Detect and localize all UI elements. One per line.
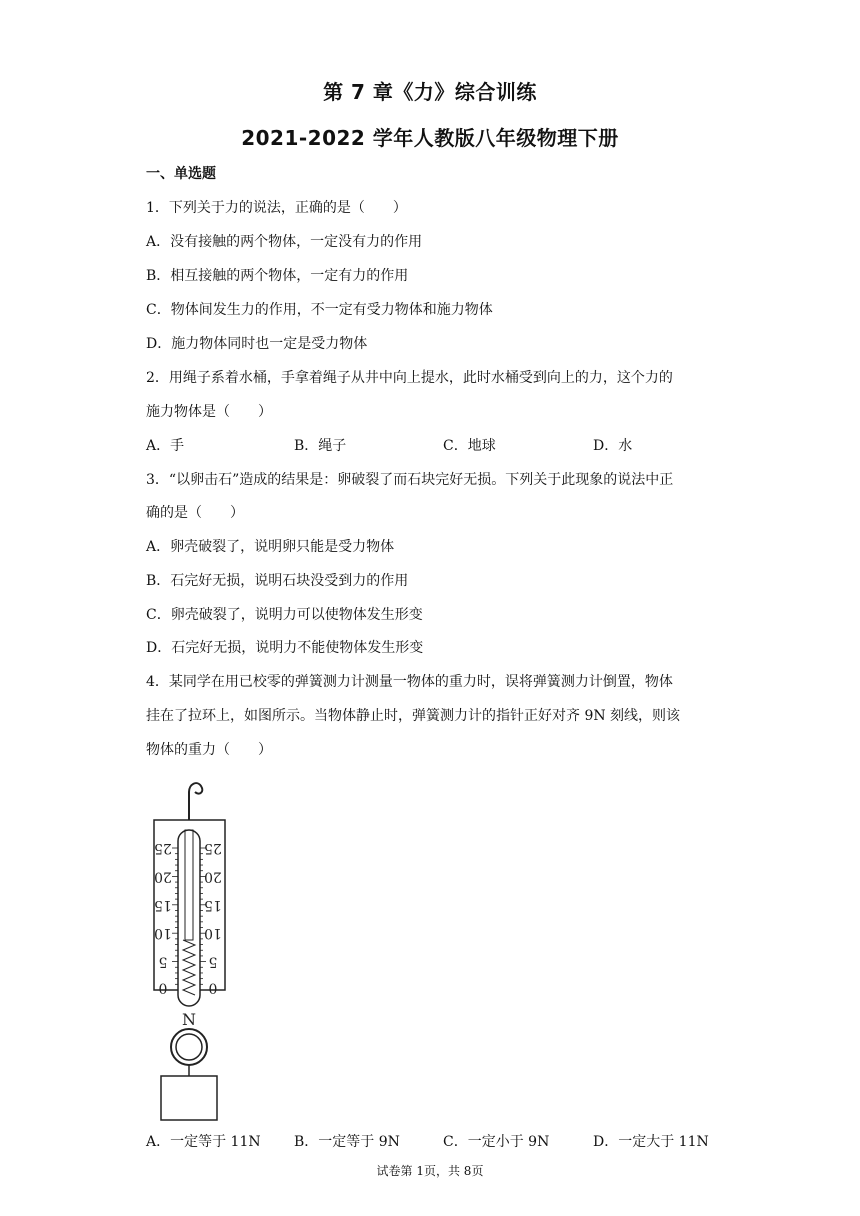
question-2-option-a: A．手	[146, 438, 185, 454]
unit-label: N	[182, 1010, 196, 1029]
scale-label: 5	[158, 953, 168, 970]
scale-label: 5	[208, 953, 218, 970]
scale-label: 15	[154, 896, 172, 913]
hanging-object	[161, 1076, 217, 1120]
question-2-stem-line1: 2．用绳子系着水桶，手拿着绳子从井中向上提水，此时水桶受到向上的力，这个力的	[146, 370, 673, 386]
question-2-option-b: B．绳子	[294, 438, 347, 454]
question-3-option-b: B．石完好无损，说明石块没受到力的作用	[146, 573, 409, 589]
question-4-option-d: D．一定大于 11N	[593, 1134, 709, 1150]
scale-label: 10	[204, 925, 222, 942]
question-2-option-c: C．地球	[443, 438, 496, 454]
hook-icon	[189, 783, 202, 812]
question-4-option-a: A．一定等于 11N	[146, 1134, 261, 1150]
question-4-stem-line1: 4．某同学在用已校零的弹簧测力计测量一物体的重力时，误将弹簧测力计倒置，物体	[146, 674, 673, 690]
page-footer: 试卷第 1页，共 8页	[376, 1164, 484, 1178]
scale-label: 20	[154, 868, 172, 885]
section-heading: 一、单选题	[146, 166, 216, 182]
question-4-stem-line2: 挂在了拉环上，如图所示。当物体静止时，弹簧测力计的指针正好对齐 9N 刻线，则该	[146, 708, 681, 724]
question-3-option-d: D．石完好无损，说明力不能使物体发生形变	[146, 640, 424, 656]
document-subtitle: 2021-2022 学年人教版八年级物理下册	[241, 126, 619, 150]
question-1-option-d: D．施力物体同时也一定是受力物体	[146, 336, 368, 352]
question-1-stem: 1．下列关于力的说法，正确的是（ ）	[146, 200, 407, 216]
scale-label: 20	[204, 868, 222, 885]
scale-tube	[178, 830, 200, 1006]
question-1-option-c: C．物体间发生力的作用，不一定有受力物体和施力物体	[146, 302, 493, 318]
scale-label: 0	[158, 982, 168, 998]
question-1-option-b: B．相互接触的两个物体，一定有力的作用	[146, 268, 409, 284]
question-2-option-d: D．水	[593, 438, 633, 454]
question-3-option-a: A．卵壳破裂了，说明卵只能是受力物体	[146, 539, 395, 555]
question-3-stem-line2: 确的是（ ）	[146, 505, 244, 521]
document-title: 第 7 章《力》综合训练	[323, 80, 537, 104]
question-4-option-b: B．一定等于 9N	[294, 1134, 400, 1150]
spring-scale-figure	[145, 762, 235, 1152]
scale-label: 0	[208, 982, 218, 998]
question-3-option-c: C．卵壳破裂了，说明力可以使物体发生形变	[146, 607, 423, 623]
scale-label: 15	[204, 896, 222, 913]
question-4-option-c: C．一定小于 9N	[443, 1134, 550, 1150]
question-1-option-a: A．没有接触的两个物体，一定没有力的作用	[146, 234, 423, 250]
question-4-stem-line3: 物体的重力（ ）	[146, 742, 272, 758]
scale-label: 25	[154, 840, 172, 856]
scale-label: 25	[204, 840, 222, 856]
question-2-stem-line2: 施力物体是（ ）	[146, 404, 272, 420]
scale-label: 10	[154, 925, 172, 942]
question-3-stem-line1: 3．“以卵击石”造成的结果是：卵破裂了而石块完好无损。下列关于此现象的说法中正	[146, 472, 674, 488]
